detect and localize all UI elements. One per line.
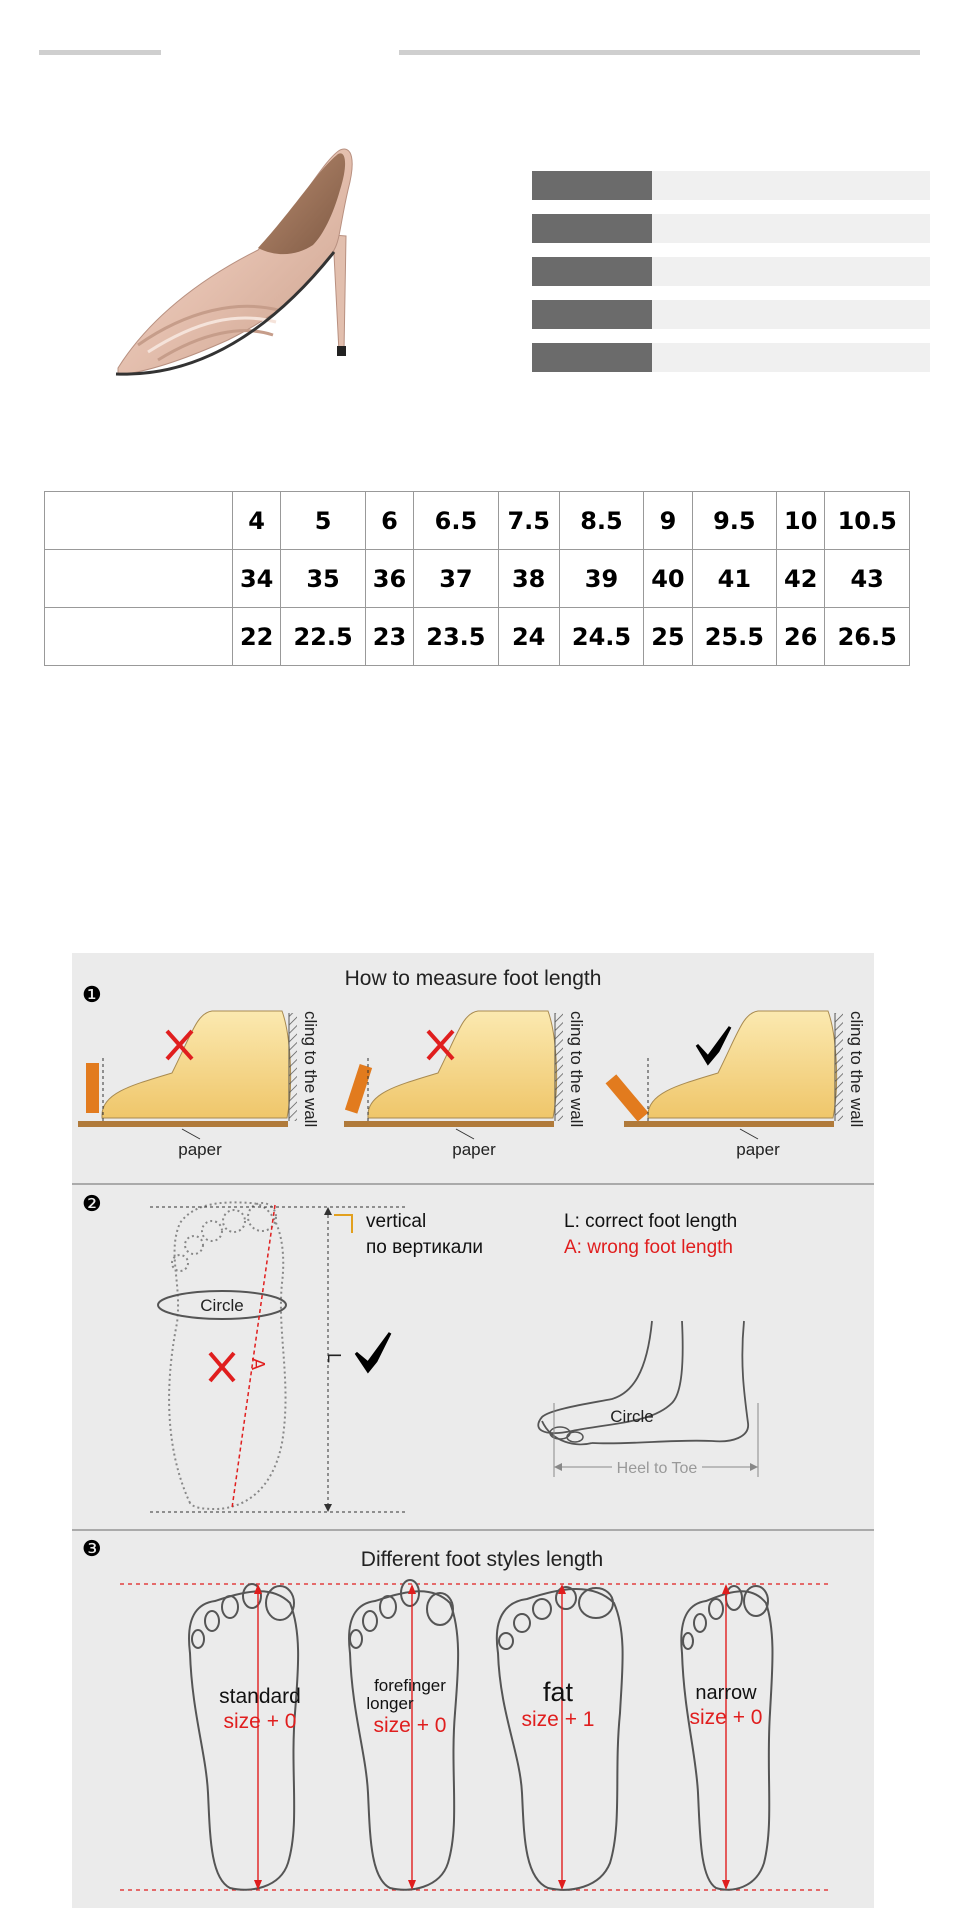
cell: 9 (644, 492, 692, 550)
foot-style-name: fat (542, 1677, 574, 1707)
foot-style-size: size + 1 (521, 1708, 595, 1731)
table-row-cm (45, 608, 910, 666)
foot-style-name: forefinger (374, 1676, 446, 1695)
foot-style-size: size + 0 (689, 1706, 763, 1729)
cell: 22.5 (281, 608, 366, 666)
cell: 22 (233, 608, 281, 666)
cell: 6 (365, 492, 413, 550)
spec-row (532, 343, 930, 372)
row-header (45, 608, 233, 666)
spec-row (532, 214, 930, 243)
letter-l: L (324, 1353, 344, 1364)
section-number-1: ❶ (82, 983, 102, 1008)
cell: 36 (365, 550, 413, 608)
side-foot-diagram (538, 1321, 758, 1477)
measure-panel-wrong-1 (78, 1011, 320, 1159)
foot-style-name-2: longer (366, 1694, 414, 1713)
cell: 6.5 (414, 492, 499, 550)
table-row-eu (45, 550, 910, 608)
wall-label: cling to the wall (301, 1011, 320, 1128)
foot-style-size: size + 0 (223, 1710, 297, 1733)
cell: 41 (692, 550, 777, 608)
wall-label: cling to the wall (567, 1011, 586, 1128)
cell: 24 (498, 608, 559, 666)
spec-row (532, 257, 930, 286)
row-header (45, 492, 233, 550)
cell: 38 (498, 550, 559, 608)
measure-panel-wrong-2 (344, 1011, 586, 1159)
foot-measure-guide (72, 953, 874, 1908)
circle-label: Circle (200, 1296, 244, 1315)
cell: 25 (644, 608, 692, 666)
cell: 8.5 (559, 492, 644, 550)
spec-row (532, 171, 930, 200)
section-title-3: Different foot styles length (360, 1548, 604, 1571)
paper-label: paper (736, 1140, 780, 1159)
cell: 10.5 (825, 492, 910, 550)
letter-a: A (248, 1358, 268, 1371)
cell: 40 (644, 550, 692, 608)
wrong-length-label: A: wrong foot length (564, 1237, 733, 1258)
cell: 24.5 (559, 608, 644, 666)
cell: 5 (281, 492, 366, 550)
foot-forefinger-longer (349, 1580, 458, 1890)
cell: 23.5 (414, 608, 499, 666)
circle-label: Circle (610, 1407, 654, 1426)
cell: 43 (825, 550, 910, 608)
vertical-label-ru: по вертикали (366, 1237, 484, 1258)
cell: 10 (777, 492, 825, 550)
cell: 23 (365, 608, 413, 666)
foot-style-name: standard (219, 1685, 301, 1708)
cell: 26 (777, 608, 825, 666)
size-chart-table (44, 491, 910, 666)
foot-standard (189, 1584, 301, 1890)
foot-style-size: size + 0 (373, 1714, 447, 1737)
paper-label: paper (452, 1140, 496, 1159)
top-divider-right (399, 50, 920, 55)
cell: 39 (559, 550, 644, 608)
foot-style-name: narrow (695, 1682, 757, 1704)
paper-label: paper (178, 1140, 222, 1159)
cell: 25.5 (692, 608, 777, 666)
correct-length-label: L: correct foot length (564, 1211, 738, 1232)
foot-fat (497, 1584, 623, 1890)
cell: 9.5 (692, 492, 777, 550)
cell: 34 (233, 550, 281, 608)
cell: 37 (414, 550, 499, 608)
cell: 4 (233, 492, 281, 550)
row-header (45, 550, 233, 608)
section-number-2: ❷ (82, 1192, 102, 1217)
section-number-3: ❸ (82, 1537, 102, 1562)
shoe-product-image (108, 140, 388, 400)
top-divider-left (39, 50, 161, 55)
vertical-label-en: vertical (366, 1211, 427, 1232)
measure-panel-correct (606, 1011, 866, 1159)
section-title-1: How to measure foot length (344, 967, 602, 990)
spec-row (532, 300, 930, 329)
cell: 7.5 (498, 492, 559, 550)
foot-narrow (681, 1584, 772, 1890)
footprint-diagram (158, 1202, 286, 1509)
cell: 42 (777, 550, 825, 608)
wall-label: cling to the wall (847, 1011, 866, 1128)
cell: 26.5 (825, 608, 910, 666)
cell: 35 (281, 550, 366, 608)
table-row-us (45, 492, 910, 550)
heel-to-toe-label: Heel to Toe (616, 1460, 698, 1477)
